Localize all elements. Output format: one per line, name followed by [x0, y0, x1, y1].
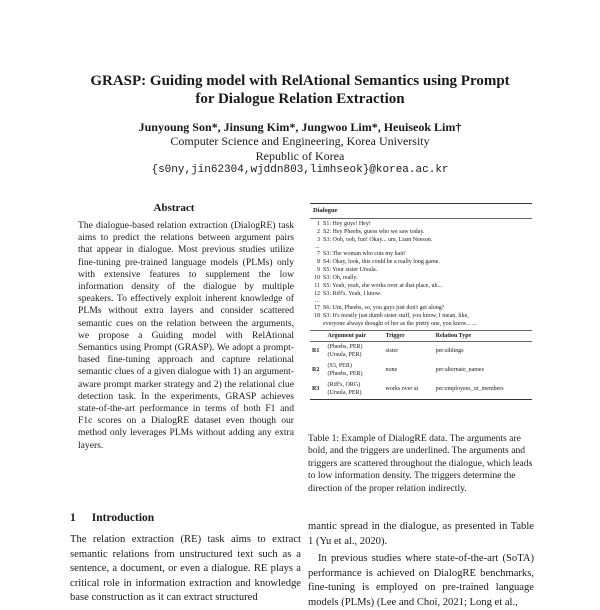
line-number: 3: [317, 237, 320, 243]
dialogue-line: [312, 220, 532, 228]
row-id: [310, 361, 325, 380]
dialogue-line: [312, 258, 532, 266]
line-number: 11: [314, 283, 320, 289]
row-id-text: R3: [312, 385, 320, 392]
row-id-text: R2: [312, 366, 320, 373]
relation-type: [434, 361, 532, 380]
line-number: 9: [317, 267, 320, 273]
line-number: 1: [317, 221, 320, 227]
row-id: [310, 380, 325, 400]
utterance-text: S5: Yeah, yeah, she works over at that place, uh...: [323, 283, 442, 289]
abstract-heading: Abstract: [153, 202, 195, 214]
dialogue-heading: Dialogue: [310, 204, 532, 219]
dialogue-block: [310, 219, 532, 328]
dialogue-line: [312, 282, 532, 290]
header-cell: Relation Type: [434, 331, 532, 342]
section-number: 1: [70, 512, 76, 524]
trigger: [384, 342, 434, 362]
utterance-text: S2: Hey Pheebs, guess who we saw today.: [323, 229, 425, 235]
line-number: 17: [314, 305, 320, 311]
row-id-text: R1: [312, 347, 320, 354]
relation-type: [434, 342, 532, 362]
introduction-heading: [70, 512, 154, 524]
row-id: [310, 342, 325, 362]
dialogue-line: [312, 236, 532, 244]
paragraph: In previous studies where state-of-the-art (SoTA) performance is achieved on DialogRE benchmarks, fine-tuning is employed on pre-trained language models (PLMs) (Lee and Choi, 2021; Long et al.,: [308, 553, 534, 608]
dialogue-line: [312, 266, 532, 274]
header-cell: [310, 331, 325, 342]
line-number: 12: [314, 291, 320, 297]
abstract-text: The dialogue-based relation extraction (DialogRE) task aims to predict the relations between argument pairs that appear in dialogue. Most previous studies utilize fine-tuning pre-trained language models (PLMs) only with extensive features to supplement the low information density of the dialogue by multiple speakers. To effectively exploit inherent knowledge of PLMs without extra layers and consider scattered semantic cues on the relation between the arguments, we propose a Guiding model with RelAtional Semantics using Prompt (GRASP). We adopt a prompt-based fine-tuning approach and capture relational semantic clues of a given dialogue with 1) an argument-aware prompt marker strategy and 2) the relational clue detection task. In the experiments, GRASP achieves state-of-the-art performance in terms of both F1 and F1c scores on a DialogRE dataset even though our method only leverages PLMs without adding any extra layers.: [78, 220, 294, 451]
relation-table-header: [310, 331, 532, 342]
dialogue-line: [312, 290, 532, 298]
relation-type-text: per:employees_or_members: [435, 385, 504, 392]
argument-pair: [325, 380, 383, 400]
right-column-text: [308, 520, 534, 610]
dialogue-line: [312, 228, 532, 236]
table-caption: Table 1: Example of DialogRE data. The arguments are bold, and the triggers are underlined. The arguments and triggers are scattered throughout the dialogue, which leads to low information density. The triggers determine the direction of the proper relation indirectly.: [308, 433, 533, 494]
utterance-text: S3: Ooh, ooh, fun! Okay... um, Liam Neeson.: [323, 237, 433, 243]
title-line-2: for Dialogue Relation Extraction: [195, 91, 405, 107]
argument-pair-text: (Ursula, PER): [327, 351, 362, 358]
utterance-text: everyone always thought of her as the pretty one, you know... ...: [323, 321, 477, 327]
affiliation: [40, 134, 560, 178]
relation-row: [310, 380, 532, 400]
dialogue-line: [312, 274, 532, 282]
utterance-text: S3: The woman who cuts my hair!: [323, 251, 406, 257]
author-emails: {s0ny,jin62304,wjddn803,limhseok}@korea.ac.kr: [151, 164, 449, 176]
argument-pair: [325, 361, 383, 380]
line-number: 18: [314, 313, 320, 319]
argument-pair: [325, 342, 383, 362]
line-number: 10: [314, 275, 320, 281]
header-cell: Trigger: [384, 331, 434, 342]
dialogue-line: [312, 320, 532, 328]
paragraph: mantic spread in the dialogue, as presented in Table 1 (Yu et al., 2020).: [308, 521, 534, 547]
introduction-text: The relation extraction (RE) task aims to extract semantic relations from unstructured text such as a sentence, a document, or even a dialogue. RE plays a critical role in information extraction and knowledge base construction as it can extract structured: [70, 534, 301, 603]
utterance-text: S5: Your sister Ursula.: [323, 267, 378, 273]
utterance-text: S3: It's mostly just dumb sister stuff, you know, I mean, like,: [323, 313, 469, 319]
argument-pair-text: (Pheebs, PER): [327, 370, 363, 377]
line-number: 7: [317, 251, 320, 257]
dialogue-line: [312, 304, 532, 312]
left-column: [70, 202, 298, 452]
dialogue-ellipsis: ...: [315, 244, 320, 250]
relation-row: [310, 342, 532, 362]
utterance-text: S3: Riff's. Yeah, I know.: [323, 291, 382, 297]
trigger-text: none: [385, 366, 398, 373]
relation-type: [434, 380, 532, 400]
title-line-1: GRASP: Guiding model with RelAtional Semantics using Prompt: [90, 73, 510, 89]
trigger: [384, 361, 434, 380]
argument-pair-text: (Pheebs, PER): [327, 344, 363, 350]
relation-table: [310, 330, 532, 400]
dialogue-line: [312, 312, 532, 320]
utterance-text: S1: Hey guys! Hey!: [323, 221, 371, 227]
utterance-text: S4: Okay, look, this could be a really long game.: [323, 259, 440, 265]
argument-pair-text: (Ursula, PER): [327, 389, 362, 396]
relation-type-text: per:alternate_names: [435, 366, 484, 373]
dialogue-example-table: [310, 203, 532, 400]
dialogue-line: [312, 250, 532, 258]
line-number: 2: [317, 229, 320, 235]
utterance-text: S3: Oh, really.: [323, 275, 358, 281]
argument-pair-text: (Riff's, ORG): [327, 382, 361, 388]
author-list: Junyoung Son*, Jinsung Kim*, Jungwoo Lim*, Heuiseok Lim†: [138, 120, 462, 134]
argument-pair-text: (S3, PER): [327, 363, 352, 369]
affiliation-line-1: Computer Science and Engineering, Korea University: [170, 134, 430, 148]
utterance-text: S6: Um, Pheebs, so, you guys just don't get along?: [323, 305, 445, 311]
dialogue-ellipsis: ...: [315, 298, 320, 304]
paper-title: [40, 72, 560, 108]
trigger-text: sister: [385, 347, 399, 354]
relation-type-text: per:siblings: [435, 347, 464, 354]
header-cell: Argument pair: [325, 331, 383, 342]
section-title: Introduction: [91, 512, 155, 524]
affiliation-line-2: Republic of Korea: [255, 148, 345, 163]
relation-row: [310, 361, 532, 380]
line-number: 8: [317, 259, 320, 265]
trigger-text: works over at: [385, 385, 419, 392]
trigger: [384, 380, 434, 400]
